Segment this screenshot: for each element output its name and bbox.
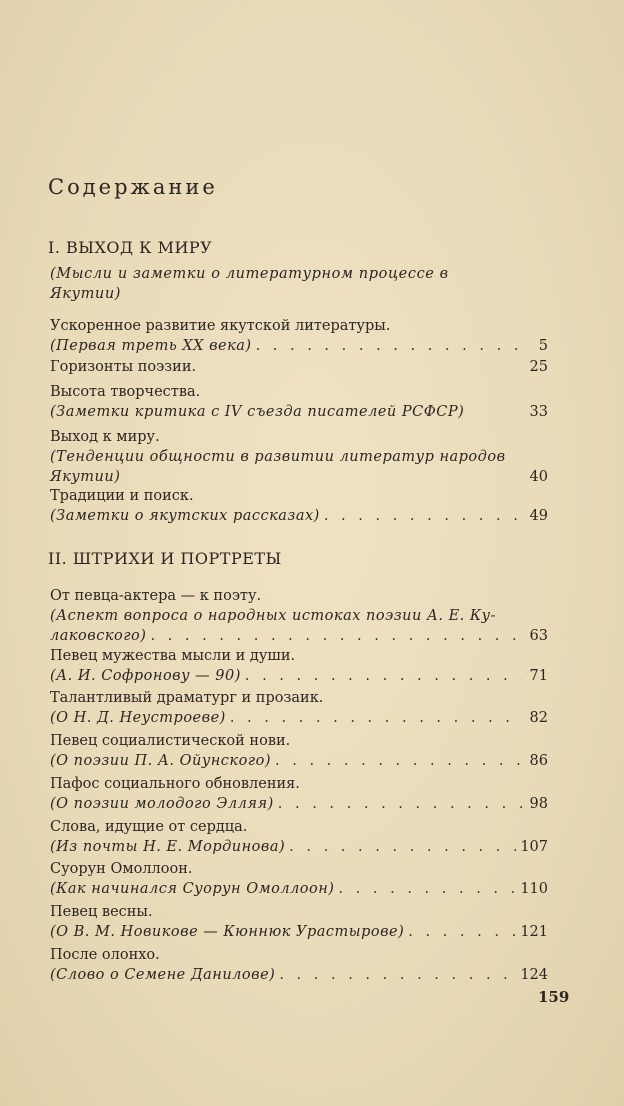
toc-entry-title: После олонхо. bbox=[50, 947, 160, 963]
toc-entry-subtitle: (Первая треть XX века) bbox=[50, 338, 252, 354]
toc-entry-page: 71 bbox=[529, 668, 548, 684]
toc-entry-subtitle: (О Н. Д. Неустроеве) bbox=[50, 710, 226, 726]
toc-entry-subtitle: (Аспект вопроса о народных истоках поэзии А. Е. Ку- bbox=[50, 608, 496, 624]
leader-dots bbox=[256, 336, 522, 356]
toc-entry[interactable] bbox=[50, 427, 548, 487]
toc-entry-subtitle-cont: лаковского) bbox=[50, 628, 147, 644]
section-heading-1: I. ВЫХОД К МИРУ bbox=[48, 238, 213, 257]
toc-entry-title: Певец мужества мысли и души. bbox=[50, 648, 296, 664]
toc-entry-title: Певец социалистической нови. bbox=[50, 733, 291, 749]
toc-entry-page: 124 bbox=[520, 967, 548, 983]
toc-entry-subtitle: (Слово о Семене Данилове) bbox=[50, 967, 276, 983]
toc-entry-title: От певца-актера — к поэту. bbox=[50, 588, 262, 604]
toc-entry[interactable] bbox=[50, 859, 548, 899]
leader-dots bbox=[324, 506, 522, 526]
toc-entry[interactable] bbox=[50, 817, 548, 857]
toc-entry-title: Выход к миру. bbox=[50, 429, 160, 445]
toc-entry[interactable] bbox=[50, 945, 548, 985]
toc-entry-title: Суорун Омоллоон. bbox=[50, 861, 193, 877]
toc-entry[interactable] bbox=[50, 486, 548, 526]
toc-entry[interactable] bbox=[50, 902, 548, 942]
toc-entry[interactable] bbox=[50, 316, 548, 356]
leader-dots bbox=[245, 666, 522, 686]
toc-entry-subtitle: (О В. М. Новикове — Кюннюк Урастырове) bbox=[50, 924, 405, 940]
toc-entry-subtitle: (О поэзии П. А. Ойунского) bbox=[50, 753, 272, 769]
toc-entry-subtitle-cont: Якутии) bbox=[50, 469, 121, 485]
toc-entry-subtitle: (Из почты Н. Е. Мординова) bbox=[50, 839, 286, 855]
toc-entry-page: 33 bbox=[529, 404, 548, 420]
leader-dots bbox=[408, 922, 516, 942]
toc-entry-page: 63 bbox=[529, 628, 548, 644]
toc-entry-page: 25 bbox=[529, 359, 548, 375]
toc-entry-title: Талантливый драматург и прозаик. bbox=[50, 690, 324, 706]
section-heading-2: II. ШТРИХИ И ПОРТРЕТЫ bbox=[48, 549, 282, 568]
toc-entry[interactable] bbox=[50, 646, 548, 686]
toc-entry-page: 110 bbox=[520, 881, 548, 897]
toc-entry-title: Горизонты поэзии. bbox=[50, 359, 197, 375]
toc-entry[interactable] bbox=[50, 357, 548, 377]
toc-entry-title: Ускоренное развитие якутской литературы. bbox=[50, 318, 391, 334]
toc-entry-page: 121 bbox=[520, 924, 548, 940]
toc-entry-page: 5 bbox=[538, 338, 548, 354]
leader-dots bbox=[275, 751, 522, 771]
toc-entry-title: Высота творчества. bbox=[50, 384, 201, 400]
toc-entry[interactable] bbox=[50, 688, 548, 728]
toc-entry-subtitle: (Тенденции общности в развитии литератур народов bbox=[50, 449, 506, 465]
leader-dots bbox=[338, 879, 516, 899]
toc-entry-subtitle: (А. И. Софронову — 90) bbox=[50, 668, 241, 684]
toc-entry-page: 49 bbox=[529, 508, 548, 524]
leader-dots bbox=[230, 708, 522, 728]
toc-entry-subtitle: (Как начинался Суорун Омоллоон) bbox=[50, 881, 335, 897]
toc-entry-title: Традиции и поиск. bbox=[50, 488, 194, 504]
toc-entry-page: 82 bbox=[529, 710, 548, 726]
toc-entry[interactable] bbox=[50, 586, 548, 646]
toc-entry[interactable] bbox=[50, 731, 548, 771]
toc-entry-page: 107 bbox=[520, 839, 548, 855]
toc-entry-page: 86 bbox=[529, 753, 548, 769]
leader-dots bbox=[150, 626, 522, 646]
toc-entry-page: 98 bbox=[529, 796, 548, 812]
toc-entry[interactable] bbox=[50, 382, 548, 422]
page-number: 159 bbox=[538, 988, 570, 1006]
leader-dots bbox=[279, 965, 516, 985]
toc-entry-title: Пафос социального обновления. bbox=[50, 776, 300, 792]
toc-entry-subtitle: (Заметки критика с IV съезда писателей РСФСР) bbox=[50, 404, 465, 420]
toc-entry-subtitle: (Заметки о якутских рассказах) bbox=[50, 508, 320, 524]
leader-dots bbox=[278, 794, 522, 814]
toc-entry-subtitle: (О поэзии молодого Элляя) bbox=[50, 796, 274, 812]
page-title: Содержание bbox=[48, 175, 218, 199]
section-subtitle-1: (Мысли и заметки о литературном процессе в Якутии) bbox=[50, 266, 449, 302]
leader-dots bbox=[289, 837, 516, 857]
toc-entry-title: Слова, идущие от сердца. bbox=[50, 819, 248, 835]
toc-entry-title: Певец весны. bbox=[50, 904, 153, 920]
toc-entry[interactable] bbox=[50, 774, 548, 814]
toc-entry-page: 40 bbox=[529, 469, 548, 485]
